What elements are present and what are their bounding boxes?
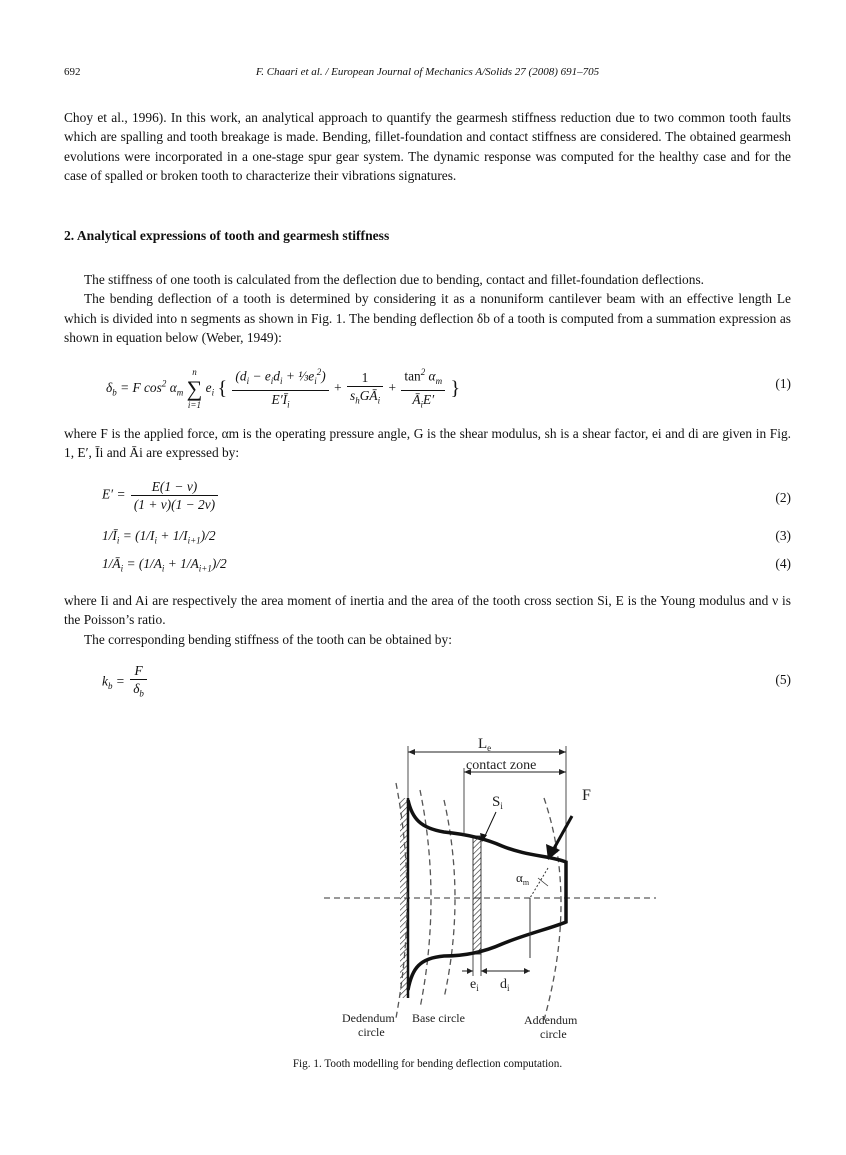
equation-3: $1/Ī_i = (1/I_i + 1/I_{i+1})/2$ (3) xyxy=(102,528,791,546)
addendum-label-2: circle xyxy=(540,1027,567,1041)
intro-paragraph: Choy et al., 1996). In this work, an analytical approach to quantify the gearmesh stiffness reduction due to two common tooth faults which are spalling and tooth breakage is made. Bending, fillet-foundation and contact stiffness are considered. The obtained gearmesh evolutions were incorporated in a one-stage spur gear system. The dynamic response was computed for the healthy case and for the case of spalled or broken tooth to characterize their vibrations signatures. xyxy=(64,110,791,184)
section-body-top xyxy=(64,270,791,348)
equation-number: (2) xyxy=(775,490,791,505)
addendum-circle xyxy=(544,798,561,1020)
tooth-profile xyxy=(408,800,566,990)
section-heading: 2. Analytical expressions of tooth and gearmesh stiffness xyxy=(64,228,390,243)
dedendum-label-2: circle xyxy=(358,1025,385,1039)
section-strip xyxy=(473,836,481,954)
si-label: $S_i$ xyxy=(492,794,503,811)
equation-2: E′ = $\frac{E(1 - \nu)}{(1 + \nu)(1 - 2\nu)}$ (2) xyxy=(102,479,791,512)
dedendum-label-1: Dedendum xyxy=(342,1011,395,1025)
equation-5: $k_b$ = $\frac{F}{\delta_b}$ (5) xyxy=(102,663,791,699)
le-label: $L_e$ xyxy=(478,736,492,753)
equation-number: (3) xyxy=(775,528,791,543)
alpha-label: $\alpha_m$ xyxy=(516,870,530,887)
ei-label: $e_i$ xyxy=(470,977,479,993)
running-title: F. Chaari et al. / European Journal of Mechanics A/Solids 27 (2008) 691–705 xyxy=(255,66,600,78)
paragraph-stiffness: The stiffness of one tooth is calculated from the deflection due to bending, contact and fillet-foundation deflections. xyxy=(84,272,704,287)
base-circle-label: Base circle xyxy=(412,1011,465,1025)
contact-zone-label: contact zone xyxy=(466,758,537,773)
equation-number: (5) xyxy=(775,672,791,687)
tooth-figure xyxy=(316,728,666,1048)
figure-caption: Fig. 1. Tooth modelling for bending deflection computation. xyxy=(292,1058,563,1070)
paragraph-where-2: where Ii and Ai are respectively the area moment of inertia and the area of the tooth cross section Si, E is the Young modulus and ν is the Poisson’s ratio. The corresponding bending stiffness of the tooth can be obtained by: xyxy=(64,593,791,647)
addendum-label-1: Addendum xyxy=(524,1013,578,1027)
di-label: $d_i$ xyxy=(500,977,510,993)
page-number: 692 xyxy=(64,66,81,78)
paragraph-where-1: where F is the applied force, αm is the operating pressure angle, G is the shear modulus, sh is a shear factor, ei and di are given in Fig. 1, E′, Īi and Āi are expressed by: xyxy=(64,426,791,461)
equation-4: $1/Ā_i = (1/A_i + 1/A_{i+1})/2$ (4) xyxy=(102,556,791,574)
equation-number: (1) xyxy=(775,376,791,391)
equation-number: (4) xyxy=(775,556,791,571)
paragraph-bending: The bending deflection of a tooth is determined by considering it as a nonuniform cantilever beam with an effective length Le which is divided into n segments as shown in Fig. 1. The bending deflection δb of a tooth is computed from a summation expression as shown in equation below (Weber, 1949): xyxy=(64,291,791,346)
equation-1: $\delta_b = F$ $\cos^2 \alpha_m$ n ∑ i=1 $e_i$ { $\frac{(d_i - e_id_i + \frac{1}{3}e_i^2)}{E'Ī_i}$ + $\frac{1}{s_hGĀ_i}$ + $\frac{\tan^2 \alpha_m}{Ā_iE'}$ } (1) xyxy=(64,358,791,414)
force-label: F xyxy=(582,787,591,804)
